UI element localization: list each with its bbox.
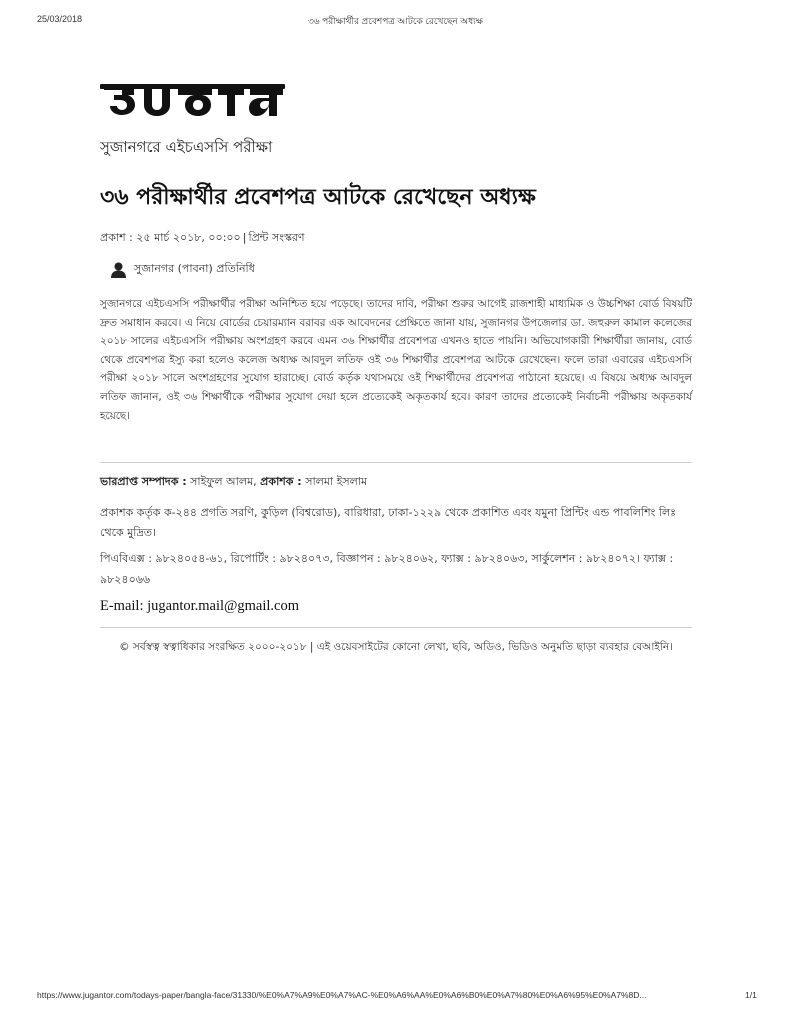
contact-email[interactable]: E-mail: jugantor.mail@gmail.com — [100, 598, 299, 614]
user-icon — [110, 262, 127, 278]
editor-name: সাইফুল আলম, — [190, 475, 257, 488]
contact-phones: পিএবিএক্স : ৯৮২৪০৫৪-৬১, রিপোর্টিং : ৯৮২৪০৭৩, বিজ্ঞাপন : ৯৮২৪০৬২, ফ্যাক্স : ৯৮২৪০৬৩, সার্কুলেশন : ৯৮২৪০৭২। ফ্যাক্স : ৯৮২৪০৬৬ — [100, 552, 674, 586]
article-body: সুজানগরে এইচএসসি পরীক্ষার্থীর পরীক্ষা অনিশ্চিত হয়ে পড়েছে। তাদের দাবি, পরীক্ষা শুরুর আগেই রাজশাহী মাধ্যমিক ও উচ্চশিক্ষা বোর্ড বিষয়টি দ্রুত সমাধান করবে। এ নিয়ে বোর্ডের চেয়ারম্যান বরাবর এক আবেদনের প্রেক্ষিতে জানা যায়, সুজানগর উপজেলার ডা. জহুরুল কামাল কলেজের ২০১৮ সালের এইচএসসি পরীক্ষায় অংশগ্রহণ করবে এমন ৩৬ শিক্ষার্থীর প্রবেশপত্র এখনও হাতে পায়নি। অভিযোগকারী শিক্ষার্থীরা জানায়, বোর্ড থেকে প্রবেশপত্র ইস্যু করা হলেও কলেজ অধ্যক্ষ আবদুল লতিফ ওই ৩৬ শিক্ষার্থীর প্রবেশপত্র আটকে রেখেছেন। ফলে তারা এবারের এইচএসসি পরীক্ষা ২০১৮ সালে অংশগ্রহণের সুযোগ হারাচ্ছে। বোর্ড কর্তৃক যথাসময়ে ওই শিক্ষার্থীদের প্রবেশপত্র পাঠানো হয়েছে। এ বিষয়ে অধ্যক্ষ আবদুল লতিফ জানান, ওই ৩৬ শিক্ষার্থীকে পরীক্ষার সুযোগ দেয়া হলে প্রত্যেকেই অকৃতকার্য হবে। কারণ তাদের প্রত্যেকেই নির্বাচনী পরীক্ষায় অকৃতকার্য হয়েছে। — [100, 298, 692, 422]
print-title: ৩৬ পরীক্ষার্থীর প্রবেশপত্র আটকে রেখেছেন অধ্যক্ষ — [307, 16, 484, 26]
publisher-label: প্রকাশক : — [260, 475, 302, 488]
page-number: 1/1 — [745, 990, 757, 1000]
copyright-notice: © সর্বস্বত্ব স্বত্বাধিকার সংরক্ষিত ২০০০-২০১৮ | এই ওয়েবসাইটের কোনো লেখা, ছবি, অডিও, ভিডিও অনুমতি ছাড়া ব্যবহার বেআইনি। — [119, 641, 673, 653]
publisher-name: সালমা ইসলাম — [305, 475, 368, 488]
article-headline: ৩৬ পরীক্ষার্থীর প্রবেশপত্র আটকে রেখেছেন অধ্যক্ষ — [100, 185, 536, 210]
page-url[interactable]: https://www.jugantor.com/todays-paper/bangla-face/31330/%E0%A7%A9%E0%A7%AC-%E0%A6%AA%E0%A6%B0%E0%A7%80%E0%A6%95%E0%A7%8D... — [37, 990, 647, 1000]
editor-credits — [100, 473, 367, 492]
logo-mark — [100, 80, 285, 118]
article-dateline — [100, 229, 305, 248]
editor-label: ভারপ্রাপ্ত সম্পাদক : — [100, 475, 187, 488]
article-author — [110, 260, 255, 279]
author-name: সুজানগর (পাবনা) প্রতিনিধি — [134, 262, 255, 275]
divider — [100, 627, 692, 628]
print-header — [0, 14, 791, 28]
publisher-address: প্রকাশক কর্তৃক ক-২৪৪ প্রগতি সরণি, কুড়িল (বিশ্বরোড), বারিধারা, ঢাকা-১২২৯ থেকে প্রকাশিত এবং যমুনা প্রিন্টিং এন্ড পাবলিশিং লিঃ থেকে মুদ্রিত। — [100, 506, 677, 539]
separator: | — [242, 231, 247, 244]
jugantor-logo[interactable] — [100, 80, 285, 118]
print-date: 25/03/2018 — [37, 14, 83, 24]
article-shoulder: সুজানগরে এইচএসসি পরীক্ষা — [100, 138, 273, 156]
print-edition-link[interactable]: প্রিন্ট সংস্করণ — [248, 231, 305, 244]
divider — [100, 462, 692, 463]
published-date: প্রকাশ : ২৫ মার্চ ২০১৮, ০০:০০ — [100, 231, 241, 244]
